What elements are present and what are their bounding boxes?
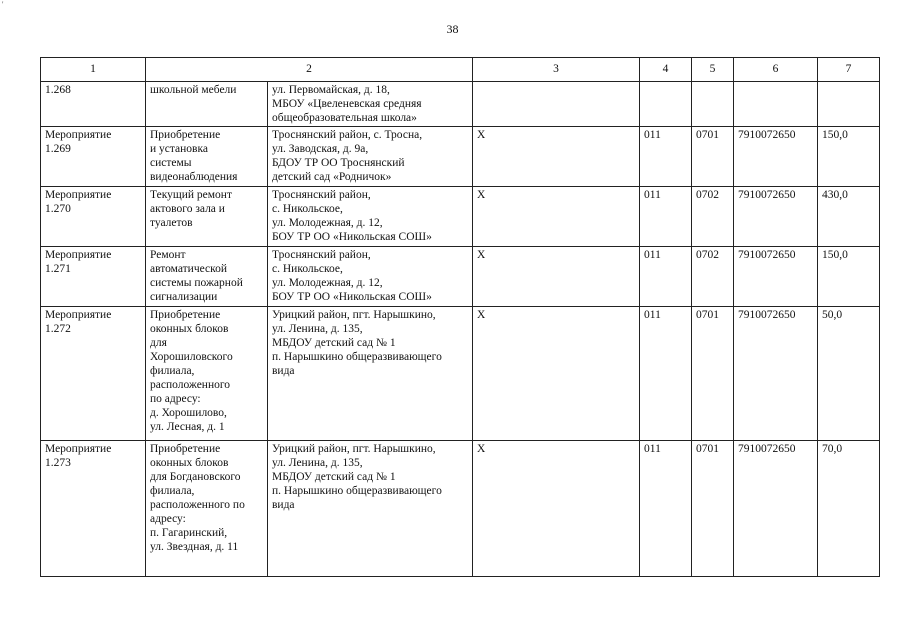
event-name-cell-line: и установка xyxy=(150,143,209,155)
event-address-cell xyxy=(268,441,473,577)
event-address-cell-line: ул. Заводская, д. 9а, xyxy=(272,143,369,155)
event-address-cell-line: МБДОУ детский сад № 1 xyxy=(272,471,396,483)
event-id-cell-line: Мероприятие xyxy=(45,249,112,261)
event-name-cell xyxy=(146,187,268,247)
event-id-cell-line: 1.273 xyxy=(45,457,71,469)
col-6-cell: 7910072650 xyxy=(734,441,818,577)
event-name-cell-line: для Богдановского xyxy=(150,471,241,483)
event-address-cell-line: ул. Молодежная, д. 12, xyxy=(272,277,383,289)
event-address-cell-line: Троснянский район, xyxy=(272,189,371,201)
event-name-cell-line: Приобретение xyxy=(150,309,221,321)
event-address-cell-line: БДОУ ТР ОО Троснянский xyxy=(272,157,405,169)
event-address-cell-line: МБДОУ детский сад № 1 xyxy=(272,337,396,349)
col-6-cell: 7910072650 xyxy=(734,127,818,187)
event-address-cell-line: вида xyxy=(272,499,295,511)
event-address-cell-line: Троснянский район, с. Тросна, xyxy=(272,129,423,141)
budget-table xyxy=(40,57,880,577)
page-number: 38 xyxy=(446,22,459,36)
event-name-cell xyxy=(146,82,268,127)
event-id-cell-line: Мероприятие xyxy=(45,443,112,455)
event-address-cell-line: вида xyxy=(272,365,295,377)
event-name-cell-line: системы xyxy=(150,157,192,169)
event-name-cell-line: для xyxy=(150,337,167,349)
event-name-cell-line: автоматической xyxy=(150,263,228,275)
event-name-cell-line: видеонаблюдения xyxy=(150,171,238,183)
event-name-cell-line: Текущий ремонт xyxy=(150,189,232,201)
event-name-cell-line: ул. Звездная, д. 11 xyxy=(150,541,239,553)
event-id-cell-line: 1.270 xyxy=(45,203,71,215)
event-name-cell-line: филиала, xyxy=(150,365,195,377)
col-3-cell: Х xyxy=(473,187,640,247)
event-name-cell-line: расположенного по xyxy=(150,499,245,511)
col-3-cell: Х xyxy=(473,307,640,441)
header-col-5: 5 xyxy=(692,58,734,82)
event-name-cell xyxy=(146,441,268,577)
col-5-cell: 0702 xyxy=(692,187,734,247)
event-address-cell-line: с. Никольское, xyxy=(272,263,343,275)
event-name-cell-line: филиала, xyxy=(150,485,195,497)
col-4-cell xyxy=(640,82,692,127)
event-address-cell-line: общеобразовательная школа» xyxy=(272,112,417,124)
event-address-cell-line: детский сад «Родничок» xyxy=(272,171,392,183)
event-address-cell xyxy=(268,82,473,127)
event-id-cell xyxy=(41,247,146,307)
event-name-cell-line: по адресу: xyxy=(150,393,201,405)
event-name-cell-line: Хорошиловского xyxy=(150,351,233,363)
event-name-cell-line: Ремонт xyxy=(150,249,186,261)
col-3-cell xyxy=(473,82,640,127)
event-address-cell-line: Урицкий район, пгт. Нарышкино, xyxy=(272,309,436,321)
table-row xyxy=(41,82,880,127)
event-address-cell-line: МБОУ «Цвеленевская средняя xyxy=(272,98,422,110)
col-3-cell: Х xyxy=(473,441,640,577)
event-name-cell-line: д. Хорошилово, xyxy=(150,407,227,419)
col-4-cell: 011 xyxy=(640,127,692,187)
event-name-cell-line: адресу: xyxy=(150,513,186,525)
event-address-cell-line: БОУ ТР ОО «Никольская СОШ» xyxy=(272,231,432,243)
col-4-cell: 011 xyxy=(640,441,692,577)
event-name-cell-line: системы пожарной xyxy=(150,277,243,289)
col-4-cell: 011 xyxy=(640,247,692,307)
header-col-4: 4 xyxy=(640,58,692,82)
col-5-cell: 0701 xyxy=(692,127,734,187)
event-name-cell xyxy=(146,307,268,441)
table-row xyxy=(41,127,880,187)
event-name-cell-line: туалетов xyxy=(150,217,193,229)
event-id-cell-line: Мероприятие xyxy=(45,129,112,141)
event-id-cell xyxy=(41,307,146,441)
event-address-cell-line: п. Нарышкино общеразвивающего xyxy=(272,485,442,497)
event-address-cell-line: с. Никольское, xyxy=(272,203,343,215)
event-id-cell-line: Мероприятие xyxy=(45,309,112,321)
col-6-cell: 7910072650 xyxy=(734,307,818,441)
event-name-cell-line: Приобретение xyxy=(150,443,221,455)
header-col-6: 6 xyxy=(734,58,818,82)
event-name-cell-line: ул. Лесная, д. 1 xyxy=(150,421,225,433)
header-col-3: 3 xyxy=(473,58,640,82)
col-3-cell: Х xyxy=(473,247,640,307)
col-6-cell: 7910072650 xyxy=(734,187,818,247)
event-id-cell-line: 1.271 xyxy=(45,263,71,275)
event-address-cell xyxy=(268,127,473,187)
header-row xyxy=(41,58,880,82)
col-5-cell: 0702 xyxy=(692,247,734,307)
col-4-cell: 011 xyxy=(640,187,692,247)
event-address-cell-line: п. Нарышкино общеразвивающего xyxy=(272,351,442,363)
col-4-cell: 011 xyxy=(640,307,692,441)
event-id-cell-line: 1.269 xyxy=(45,143,71,155)
event-id-cell xyxy=(41,127,146,187)
event-address-cell-line: ул. Ленина, д. 135, xyxy=(272,323,363,335)
col-7-cell: 150,0 xyxy=(818,247,880,307)
event-address-cell xyxy=(268,187,473,247)
header-col-7: 7 xyxy=(818,58,880,82)
event-address-cell-line: Урицкий район, пгт. Нарышкино, xyxy=(272,443,436,455)
header-col-1: 1 xyxy=(41,58,146,82)
event-name-cell-line: расположенного xyxy=(150,379,231,391)
col-7-cell: 150,0 xyxy=(818,127,880,187)
event-name-cell-line: п. Гагаринский, xyxy=(150,527,228,539)
header-col-2: 2 xyxy=(146,58,473,82)
event-id-cell xyxy=(41,187,146,247)
event-id-cell xyxy=(41,441,146,577)
col-5-cell xyxy=(692,82,734,127)
col-6-cell: 7910072650 xyxy=(734,247,818,307)
event-name-cell-line: Приобретение xyxy=(150,129,221,141)
event-address-cell xyxy=(268,307,473,441)
event-address-cell-line: ул. Ленина, д. 135, xyxy=(272,457,363,469)
event-name-cell-line: оконных блоков xyxy=(150,323,229,335)
event-id-cell-line: 1.268 xyxy=(45,84,71,96)
col-7-cell: 50,0 xyxy=(818,307,880,441)
table-row xyxy=(41,247,880,307)
event-name-cell-line: оконных блоков xyxy=(150,457,229,469)
event-address-cell-line: БОУ ТР ОО «Никольская СОШ» xyxy=(272,291,432,303)
col-7-cell: 430,0 xyxy=(818,187,880,247)
event-address-cell-line: Троснянский район, xyxy=(272,249,371,261)
col-5-cell: 0701 xyxy=(692,307,734,441)
event-address-cell xyxy=(268,247,473,307)
event-name-cell xyxy=(146,247,268,307)
table-row xyxy=(41,441,880,577)
col-5-cell: 0701 xyxy=(692,441,734,577)
event-id-cell-line: 1.272 xyxy=(45,323,71,335)
event-name-cell-line: школьной мебели xyxy=(150,84,237,96)
event-name-cell-line: сигнализации xyxy=(150,291,218,303)
event-name-cell-line: актового зала и xyxy=(150,203,225,215)
table-row xyxy=(41,187,880,247)
corner-mark: ' xyxy=(2,0,4,9)
col-7-cell xyxy=(818,82,880,127)
event-address-cell-line: ул. Молодежная, д. 12, xyxy=(272,217,383,229)
event-name-cell xyxy=(146,127,268,187)
col-3-cell: Х xyxy=(473,127,640,187)
col-6-cell xyxy=(734,82,818,127)
event-id-cell xyxy=(41,82,146,127)
col-7-cell: 70,0 xyxy=(818,441,880,577)
event-id-cell-line: Мероприятие xyxy=(45,189,112,201)
table-row xyxy=(41,307,880,441)
event-address-cell-line: ул. Первомайская, д. 18, xyxy=(272,84,390,96)
